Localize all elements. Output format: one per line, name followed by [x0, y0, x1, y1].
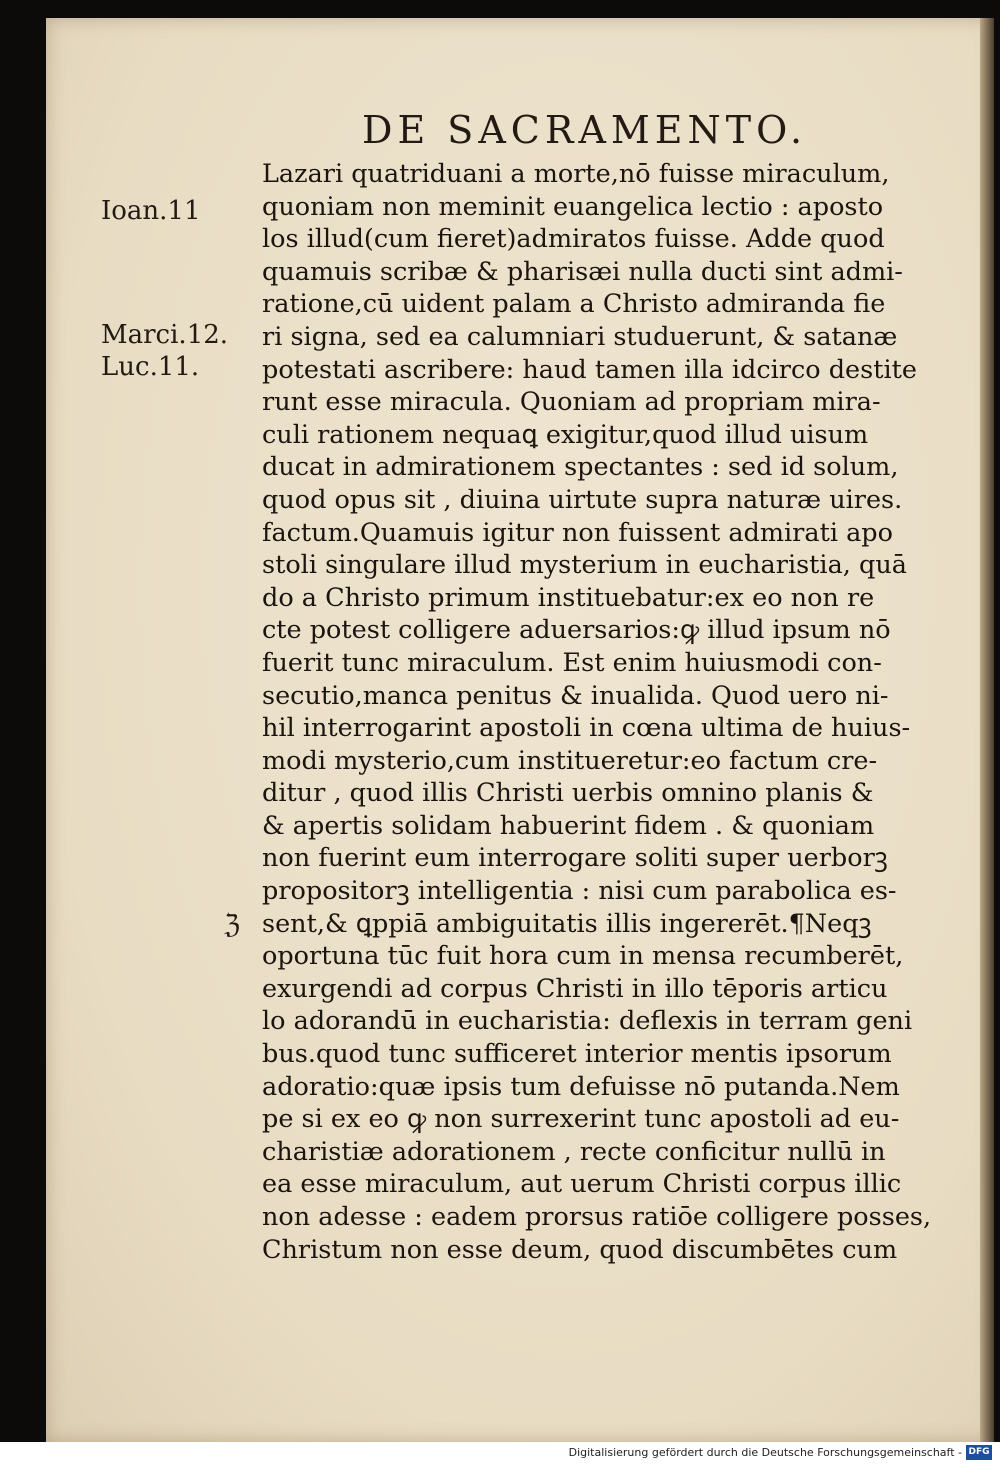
text-line: cte potest colligere aduersarios:ꝙ illud ipsum nō [262, 615, 891, 646]
text-line: non adesse : eadem prorsus ratiōe colligere posses, [262, 1202, 932, 1232]
text-line: ducat in admirationem spectantes : sed id solum, [262, 452, 899, 483]
text-line: quoniam non meminit euangelica lectio : aposto [262, 191, 884, 222]
text-line: hil interrogarint apostoli in cœna ultima de huius- [262, 713, 911, 744]
text-line: & apertis solidam habuerint fidem . & quoniam [262, 810, 875, 841]
margin-note-marci: Marci.12. [101, 320, 229, 350]
page-gutter [980, 18, 994, 1442]
text-line: bus.quod tunc sufficeret interior mentis ipsorum [262, 1039, 892, 1070]
text-line: sent,& ꝗppiā ambiguitatis illis ingererēt.¶Neqꝫ [262, 908, 872, 939]
dfg-logo: DFG [966, 1445, 992, 1460]
text-line: fuerit tunc miraculum. Est enim huiusmodi con- [262, 647, 882, 678]
text-line: factum.Quamuis igitur non fuissent admirati apo [262, 517, 893, 548]
text-line: adoratio:quæ ipsis tum defuisse nō putanda.Nem [262, 1071, 900, 1102]
text-line: do a Christo primum instituebatur:ex eo non re [262, 582, 875, 613]
running-header: DE SACRAMENTO. [362, 108, 808, 152]
text-line: non fuerint eum interrogare soliti super uerborꝫ [262, 843, 888, 874]
body-text [262, 158, 952, 1266]
text-line: Lazari quatriduani a morte,nō fuisse miraculum, [262, 159, 890, 189]
margin-note-ioan: Ioan.11 [101, 196, 201, 226]
margin-note-luc: Luc.11. [101, 352, 200, 382]
text-line: los illud(cum fieret)admiratos fuisse. Adde quod [262, 224, 885, 255]
text-line: pe si ex eo ꝙ non surrexerint tunc apostoli ad eu- [262, 1104, 900, 1135]
text-line: quamuis scribæ & pharisæi nulla ducti sint admi- [262, 256, 903, 287]
text-line: potestati ascribere: haud tamen illa idcirco destite [262, 354, 917, 385]
text-line: stoli singulare illud mysterium in eucharistia, quā [262, 550, 907, 581]
text-line: oportuna tūc fuit hora cum in mensa recumberēt, [262, 941, 904, 972]
text-line: runt esse miracula. Quoniam ad propriam mira- [262, 387, 881, 418]
text-line: modi mysterio,cum institueretur:eo factum cre- [262, 745, 878, 776]
text-line: Christum non esse deum, quod discumbētes cum [262, 1234, 898, 1265]
text-line: quod opus sit , diuina uirtute supra naturæ uires. [262, 484, 903, 515]
text-line: lo adorandū in eucharistia: deflexis in terram geni [262, 1006, 913, 1037]
text-line: ea esse miraculum, aut uerum Christi corpus illic [262, 1169, 902, 1200]
text-line: culi rationem nequaꝗ exigitur,quod illud uisum [262, 419, 869, 450]
text-line: secutio,manca penitus & inualida. Quod uero ni- [262, 680, 889, 711]
text-line: exurgendi ad corpus Christi in illo tēporis articu [262, 973, 888, 1004]
footer-bar [0, 1442, 1000, 1464]
text-line: ratione,cū uident palam a Christo admiranda fie [262, 289, 886, 320]
funding-credit: Digitalisierung gefördert durch die Deutsche Forschungsgemeinschaft - [568, 1446, 962, 1459]
text-line: charistiæ adorationem , recte conficitur nullū in [262, 1136, 886, 1167]
text-line: ri signa, sed ea calumniari studuerunt, & satanæ [262, 321, 898, 352]
text-line: propositorꝫ intelligentia : nisi cum parabolica es- [262, 876, 897, 907]
margin-mark: ℨ [224, 910, 241, 940]
text-line: ditur , quod illis Christi uerbis omnino planis & [262, 778, 874, 809]
